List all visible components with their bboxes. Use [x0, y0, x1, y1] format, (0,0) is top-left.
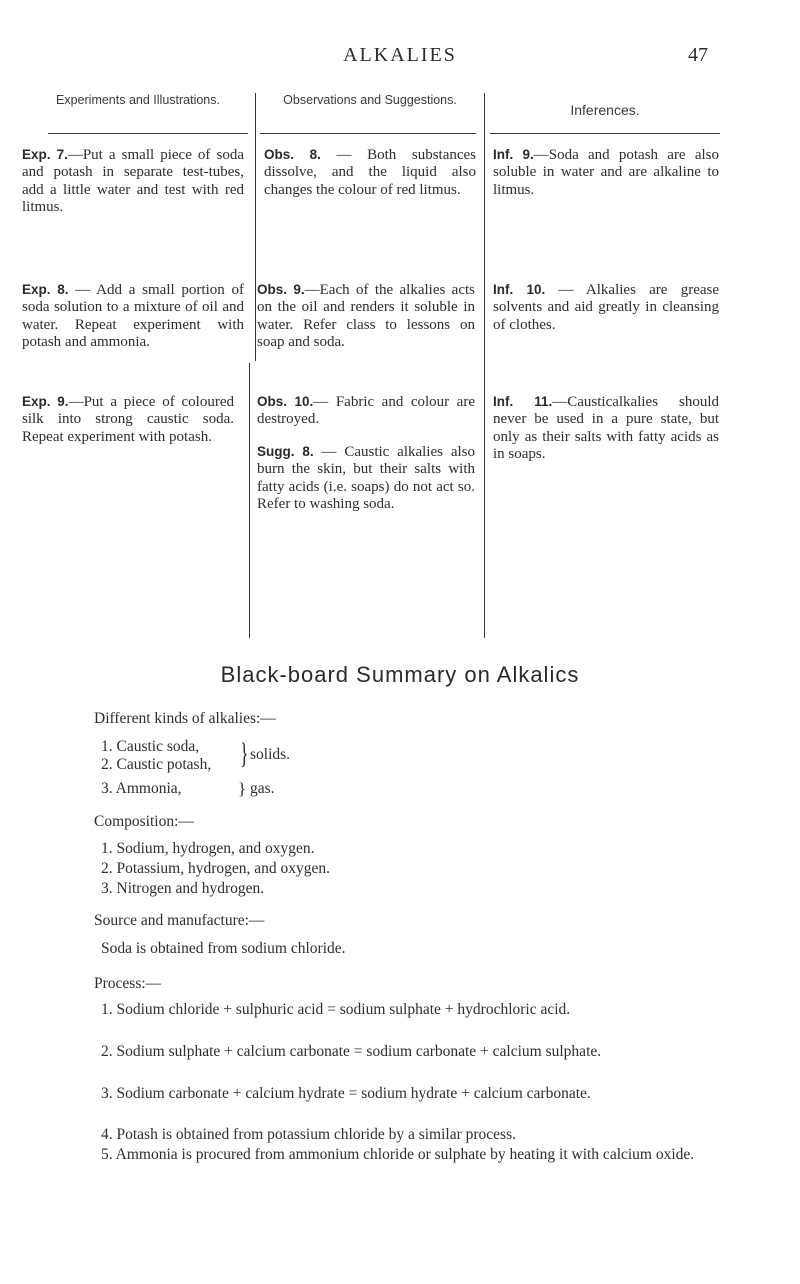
page-number: 47	[688, 44, 708, 66]
kind-item: 2. Caustic potash,	[101, 756, 212, 773]
inference-number: Inf. 10.	[493, 282, 546, 297]
summary-title: Black-board Summary on Alkalics	[220, 662, 580, 687]
observation-text: —Each of the alkalies acts on the oil and renders it soluble in water. Refer class to lessons on soap and soda.	[257, 282, 475, 350]
experiment-number: Exp. 8.	[22, 282, 69, 297]
header-rule-1	[48, 133, 248, 134]
column-header-observations: Observations and Suggestions.	[283, 93, 457, 107]
kinds-heading: Different kinds of alkalies:—	[94, 710, 276, 727]
composition-heading: Composition:—	[94, 813, 194, 830]
column-rule-1b	[249, 363, 250, 638]
experiment-number: Exp. 7.	[22, 147, 68, 162]
source-heading: Source and manufacture:—	[94, 912, 265, 929]
composition-item: 3. Nitrogen and hydrogen.	[101, 880, 265, 897]
row-2-experiment	[22, 281, 244, 351]
experiment-table	[20, 93, 724, 638]
row-1-inference	[493, 146, 719, 199]
header-rule-3	[490, 133, 720, 134]
row-3-inference	[493, 393, 719, 463]
observation-number: Obs. 10.	[257, 394, 314, 409]
solids-label: solids.	[250, 746, 291, 763]
inference-number: Inf. 11.	[493, 394, 553, 409]
inference-text: —Causticalkalies should never be used in a pure state, but only as their salts with fatty acids as in soaps.	[493, 394, 719, 462]
composition-item: 1. Sodium, hydrogen, and oxygen.	[101, 840, 315, 857]
process-item: 1. Sodium chloride + sulphuric acid = sodium sulphate + hydrochloric acid.	[101, 1001, 571, 1018]
row-2-observation	[257, 281, 475, 351]
inference-text: —Soda and potash are also soluble in water and are alkaline to litmus.	[493, 147, 719, 198]
experiment-text: — Add a small portion of soda solution to a mixture of oil and water. Repeat experiment with potash and ammonia.	[22, 282, 244, 350]
row-2-inference	[493, 281, 719, 334]
kind-item: 3. Ammonia,	[101, 780, 182, 797]
column-header-inferences: Inferences.	[570, 102, 640, 118]
experiment-text: —Put a small piece of soda and potash in separate test-tubes, add a little water and test with red litmus.	[22, 147, 244, 215]
observation-text: — Fabric and colour are destroyed.	[257, 394, 475, 428]
header-rule-2	[260, 133, 476, 134]
column-rule-1a	[255, 93, 256, 361]
row-3-observation	[257, 393, 475, 429]
inference-number: Inf. 9.	[493, 147, 534, 162]
brace-gas-icon: }	[238, 779, 247, 798]
observation-text: — Both substances dissolve, and the liquid also changes the colour of red litmus.	[264, 147, 477, 198]
column-header-experiments: Experiments and Illustrations.	[56, 93, 220, 107]
gas-label: gas.	[250, 780, 275, 797]
experiment-number: Exp. 9.	[22, 394, 69, 409]
source-text: Soda is obtained from sodium chloride.	[101, 940, 346, 957]
brace-solids-icon: }	[239, 737, 249, 770]
running-title: ALKALIES	[343, 44, 457, 66]
inference-text: — Alkalies are grease solvents and aid greatly in cleansing of clothes.	[493, 282, 720, 333]
experiment-text: —Put a piece of coloured silk into strong caustic soda. Repeat experiment with potash.	[22, 394, 234, 445]
process-heading: Process:—	[94, 975, 162, 992]
process-item: 3. Sodium carbonate + calcium hydrate = sodium hydrate + calcium carbonate.	[101, 1085, 591, 1102]
row-1-observation	[264, 146, 476, 199]
row-3-suggestion	[257, 443, 475, 513]
process-item: 4. Potash is obtained from potassium chloride by a similar process.	[101, 1126, 516, 1143]
column-rule-2	[484, 93, 485, 638]
kind-item: 1. Caustic soda,	[101, 738, 200, 755]
suggestion-text: — Caustic alkalies also burn the skin, but their salts with fatty acids (i.e. soaps) do not act so. Refer to washing soda.	[257, 444, 475, 512]
process-item: 5. Ammonia is procured from ammonium chloride or sulphate by heating it with calcium oxide.	[101, 1146, 695, 1163]
running-head	[0, 44, 800, 74]
process-item: 2. Sodium sulphate + calcium carbonate = sodium carbonate + calcium sulphate.	[101, 1043, 602, 1060]
row-1-experiment	[22, 146, 244, 216]
row-3-experiment	[22, 393, 234, 446]
suggestion-number: Sugg. 8.	[257, 444, 314, 459]
observation-number: Obs. 9.	[257, 282, 305, 297]
observation-number: Obs. 8.	[264, 147, 321, 162]
composition-item: 2. Potassium, hydrogen, and oxygen.	[101, 860, 331, 877]
